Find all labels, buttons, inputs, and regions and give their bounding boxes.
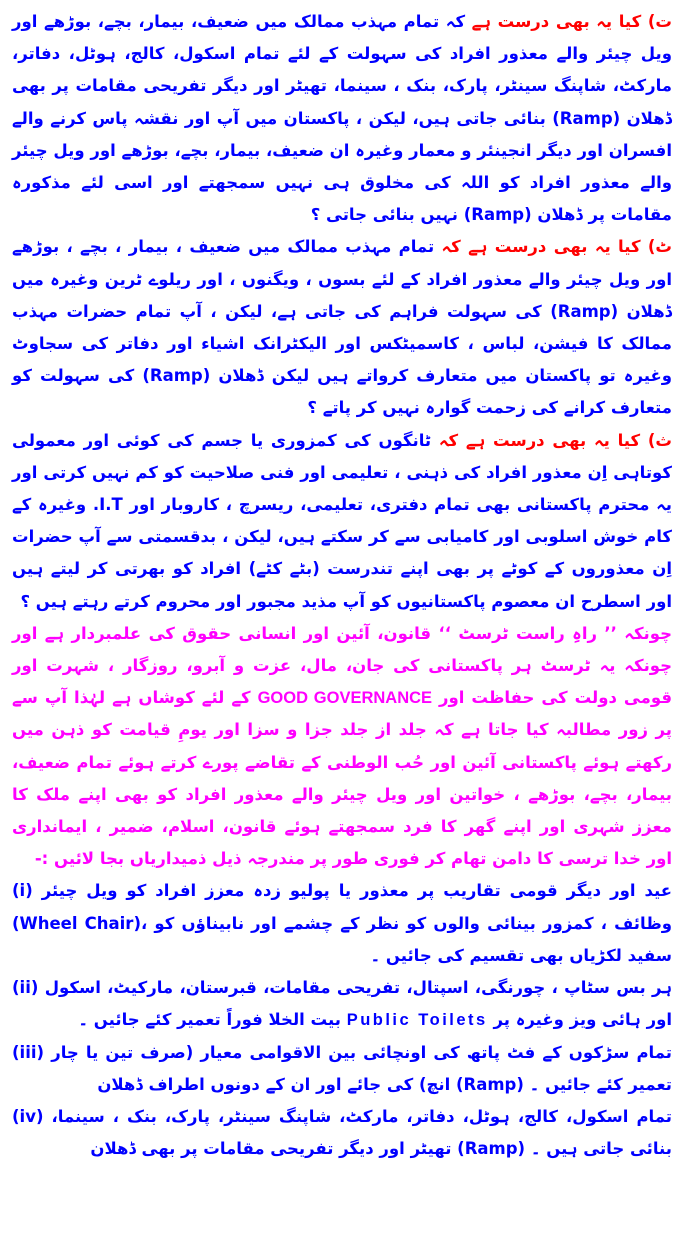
section-lead: کیا یہ بھی درست ہے: [465, 12, 642, 31]
item-text: عید اور دیگر قومی تقاریب پر معذور یا پولیو زدہ معزز افراد کو ویل چیئر (Wheel Chair)، وظائف ، کمزور بینائی والوں کو نظر کے چشمے اور نابیناؤں کو سفید لکڑیاں بھی تقسیم کی جائیں ۔: [12, 881, 672, 965]
item-text: ہر بس سٹاپ ، چورنگی، اسپتال، تفریحی مقامات، قبرستان، مارکیٹ، اسکول اور ہائی ویز وغیرہ پر: [44, 978, 672, 1030]
item-text: تمام اسکول، کالج، ہوٹل، دفاتر، مارکٹ، شاپنگ سینٹر، پارک، بنک ، سینما، تھیٹر اور دیگر تفریحی مقامات پر بھی ڈھلان (Ramp) بنائی جاتی ہیں ۔: [51, 1106, 672, 1159]
demand-item-1: [12, 875, 672, 972]
section-se: [12, 425, 672, 618]
section-marker: ث): [647, 430, 672, 450]
demand-item-4: [12, 1101, 672, 1165]
item-marker: (ii): [12, 978, 39, 998]
section-marker: ٹ): [647, 237, 672, 257]
section-lead: کیا یہ بھی درست ہے کہ: [434, 237, 641, 257]
item-text: تمام سڑکوں کے فٹ پاتھ کی اونچائی بین الاقوامی معیار (صرف تین یا چار انچ) کی جائے اور ان کے دونوں اطراف ڈھلان (Ramp) تعمیر کئے جائیں ۔: [51, 1042, 672, 1094]
appeal-part-1: چونکہ ’’ راہِ راست ٹرسٹ ‘‘ قانون، آئین اور انسانی حقوق کی علمبردار ہے اور چونکہ یہ ٹرسٹ ہر پاکستانی کی جان، مال، عزت و آبرو، روزگار ، شہرت اور قومی دولت کی حفاظت اور: [12, 623, 672, 708]
section-body: ٹانگوں کی کمزوری یا جسم کی کوئی اور معمولی کوتاہی اِن معذور افراد کی ذہنی ، تعلیمی اور فنی صلاحیت کو کم نہیں کرتی اور یہ محترم پاکستانی بھی تمام دفتری، تعلیمی، ریسرچ ، کاروبار اور I.T. وغیرہ کے کام خوش اسلوبی اور کامیابی سے کر سکتے ہیں، لیکن ، بدقسمتی سے آپ حضرات اِن معذوروں کے کوٹے پر بھی اپنے تندرست (بٹے کٹے) افراد کو بھرتی کر لیتے ہیں اور اسطرح ان معصوم پاکستانیوں کو آپ مذید مجبور اور محروم کرتے رہتے ہیں ؟: [12, 430, 672, 611]
demand-item-2: [12, 972, 672, 1036]
demand-item-3: [12, 1037, 672, 1101]
appeal-part-2: کے لئے کوشاں ہے لہٰذا آپ سے پر زور مطالبہ کیا جاتا ہے: [12, 688, 672, 740]
item-marker: (iii): [12, 1042, 45, 1062]
section-lead: کیا یہ بھی درست ہے کہ: [431, 430, 641, 450]
section-tte: [12, 231, 672, 424]
item-marker: (i): [12, 881, 33, 901]
section-marker: ت): [647, 12, 672, 31]
good-governance-text: GOOD GOVERNANCE: [257, 689, 433, 708]
section-te: [12, 6, 672, 231]
section-body: تمام مہذب ممالک میں ضعیف ، بیمار ، بچے ، بوڑھے اور ویل چیئر والے معذور افراد کے لئے بسوں ، ویگنوں ، اور ریلوے ٹرین وغیرہ میں ڈھلان (Ramp) کی سہولت فراہم کی جاتی ہے، لیکن ، آپ تمام حضرات مہذب ممالک کا فیشن، لباس ، کاسمیٹکس اور الیکٹرانک اشیاء اور دفاتر کی سجاوٹ وغیرہ تو پاکستان میں متعارف کرواتے ہیں لیکن ڈھلان (Ramp) کی سہولت کو متعارف کرانے کی زحمت گوارہ نہیں کر پاتے ؟: [12, 237, 673, 418]
section-body: کہ تمام مہذب ممالک میں ضعیف، بیمار، بچے، بوڑھے اور ویل چیئر والے معذور افراد کی سہولت کے لئے تمام اسکول، کالج، ہوٹل، دفاتر، مارکٹ، شاپنگ سینٹر، پارک، بنک ، سینما، تھیٹر اور دیگر تفریحی مقامات پر بھی ڈھلان (Ramp) بنائی جاتی ہیں، لیکن ، پاکستان میں آپ اور نقشہ پاس کرنے والے افسران اور دیگر انجینئر و معمار وغیرہ ان ضعیف، بیمار، بچے، بوڑھے اور ویل چیئر والے معذور افراد کو اللہ کی مخلوق ہی نہیں سمجھتے اور اسی لئے مذکورہ مقامات پر ڈھلان (Ramp) نہیں بنائی جاتی ؟: [12, 12, 673, 225]
item-text-2: بیت الخلا فوراً تعمیر کئے جائیں ۔: [78, 1010, 341, 1030]
appeal-part-3: کہ جلد از جلد جزا و سزا اور یومِ قیامت کو ذہن میں رکھتے ہوئے پاکستانی آئین اور حُب الوطنی کے تقاضے پورے کرتے ہوئے تمام ضعیف، بیمار، بچے، بوڑھے ، خواتین اور ویل چیئر والے معذور افراد کو بھی اپنے ملک کا معزز شہری اور اپنے گھر کا فرد سمجھتے ہوئے قانون، اسلام، ضمیر ، ایمانداری اور خدا ترسی کا دامن تھام کر فوری طور پر مندرجہ ذیل ذمیداریاں بجا لائیں :-: [12, 720, 672, 869]
item-marker: (iv): [12, 1106, 44, 1126]
public-toilets-text: Public Toilets: [346, 1011, 488, 1030]
appeal-paragraph: [12, 618, 672, 876]
